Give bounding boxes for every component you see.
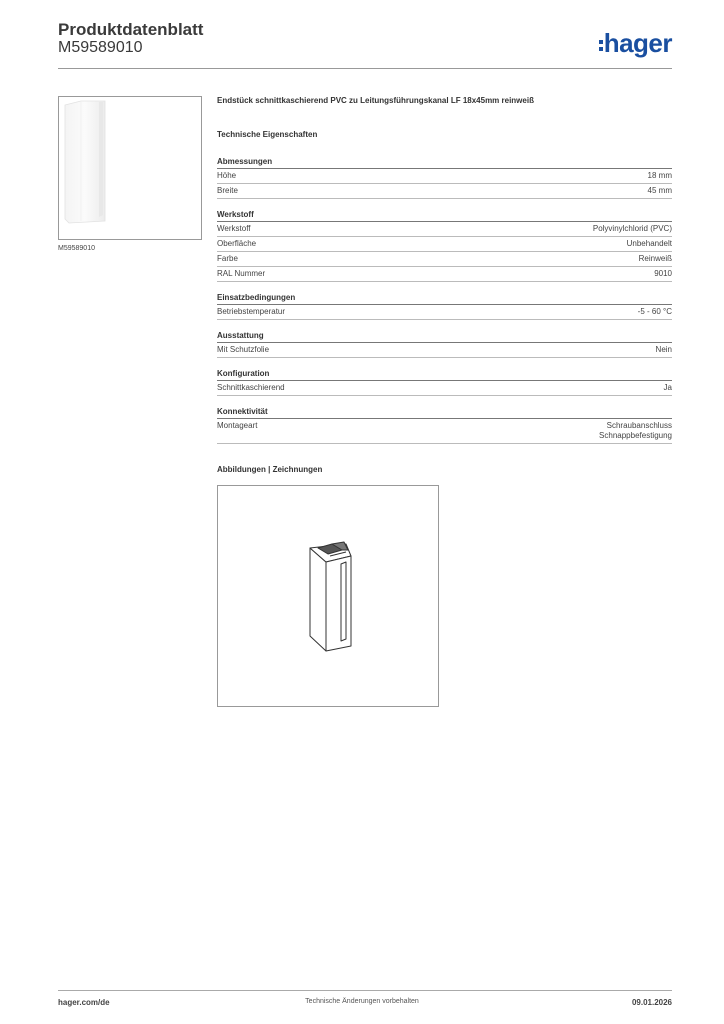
spec-label: Farbe bbox=[217, 254, 238, 263]
spec-label: RAL Nummer bbox=[217, 269, 266, 278]
end-piece-photo bbox=[59, 97, 201, 239]
footer-disclaimer: Technische Änderungen vorbehalten bbox=[305, 998, 419, 1005]
spec-value: Polyvinylchlorid (PVC) bbox=[592, 224, 672, 233]
spec-group-connectivity bbox=[217, 407, 672, 444]
end-piece-drawing bbox=[218, 486, 438, 706]
tech-properties-heading: Technische Eigenschaften bbox=[217, 130, 318, 139]
spec-label: Montageart bbox=[217, 421, 258, 430]
drawings-heading: Abbildungen | Zeichnungen bbox=[217, 465, 323, 474]
spec-row bbox=[217, 169, 672, 184]
spec-label: Höhe bbox=[217, 171, 237, 180]
spec-label: Oberfläche bbox=[217, 239, 257, 248]
header-divider bbox=[58, 68, 672, 69]
hager-logo bbox=[599, 28, 672, 59]
spec-value: -5 - 60 °C bbox=[637, 307, 672, 316]
spec-row bbox=[217, 237, 672, 252]
spec-row bbox=[217, 343, 672, 358]
specifications bbox=[217, 96, 672, 455]
spec-group-equipment bbox=[217, 331, 672, 358]
page-title: Produktdatenblatt bbox=[58, 20, 204, 39]
spec-value: 9010 bbox=[654, 269, 672, 278]
product-image bbox=[58, 96, 202, 240]
spec-group-title: Konfiguration bbox=[217, 369, 672, 381]
product-image-caption: M59589010 bbox=[58, 245, 95, 252]
spec-group-title: Ausstattung bbox=[217, 331, 672, 343]
logo-dots-icon bbox=[599, 37, 603, 54]
spec-group-configuration bbox=[217, 369, 672, 396]
spec-group-material bbox=[217, 210, 672, 282]
spec-group-title: Abmessungen bbox=[217, 157, 672, 169]
spec-group-title: Konnektivität bbox=[217, 407, 672, 419]
footer-date: 09.01.2026 bbox=[631, 998, 672, 1007]
spec-value-line: Schnappbefestigung bbox=[599, 431, 672, 440]
spec-label: Betriebstemperatur bbox=[217, 307, 286, 316]
footer-website-link[interactable]: hager.com/de bbox=[58, 998, 110, 1007]
spec-group-dimensions bbox=[217, 157, 672, 199]
spec-row bbox=[217, 184, 672, 199]
footer-divider bbox=[58, 990, 672, 991]
spec-value: Ja bbox=[663, 383, 672, 392]
logo-text: hager bbox=[603, 28, 672, 58]
spec-row bbox=[217, 222, 672, 237]
spec-label: Werkstoff bbox=[217, 224, 251, 233]
spec-value bbox=[599, 421, 672, 441]
article-number: M59589010 bbox=[58, 39, 143, 56]
spec-label: Breite bbox=[217, 186, 238, 195]
spec-group-conditions bbox=[217, 293, 672, 320]
spec-group-title: Werkstoff bbox=[217, 210, 672, 222]
spec-label: Schnittkaschierend bbox=[217, 383, 285, 392]
spec-row bbox=[217, 381, 672, 396]
spec-value: Nein bbox=[655, 345, 672, 354]
spec-value-line: Schraubanschluss bbox=[606, 421, 672, 430]
spec-value: 45 mm bbox=[647, 186, 672, 195]
technical-drawing bbox=[217, 485, 439, 707]
spec-row bbox=[217, 252, 672, 267]
spec-value: Reinweiß bbox=[638, 254, 672, 263]
spec-row bbox=[217, 305, 672, 320]
spec-row bbox=[217, 419, 672, 444]
spec-label: Mit Schutzfolie bbox=[217, 345, 270, 354]
product-title: Endstück schnittkaschierend PVC zu Leitungsführungskanal LF 18x45mm reinweiß bbox=[217, 96, 534, 105]
spec-group-title: Einsatzbedingungen bbox=[217, 293, 672, 305]
spec-value: Unbehandelt bbox=[626, 239, 672, 248]
spec-row bbox=[217, 267, 672, 282]
spec-value: 18 mm bbox=[647, 171, 672, 180]
